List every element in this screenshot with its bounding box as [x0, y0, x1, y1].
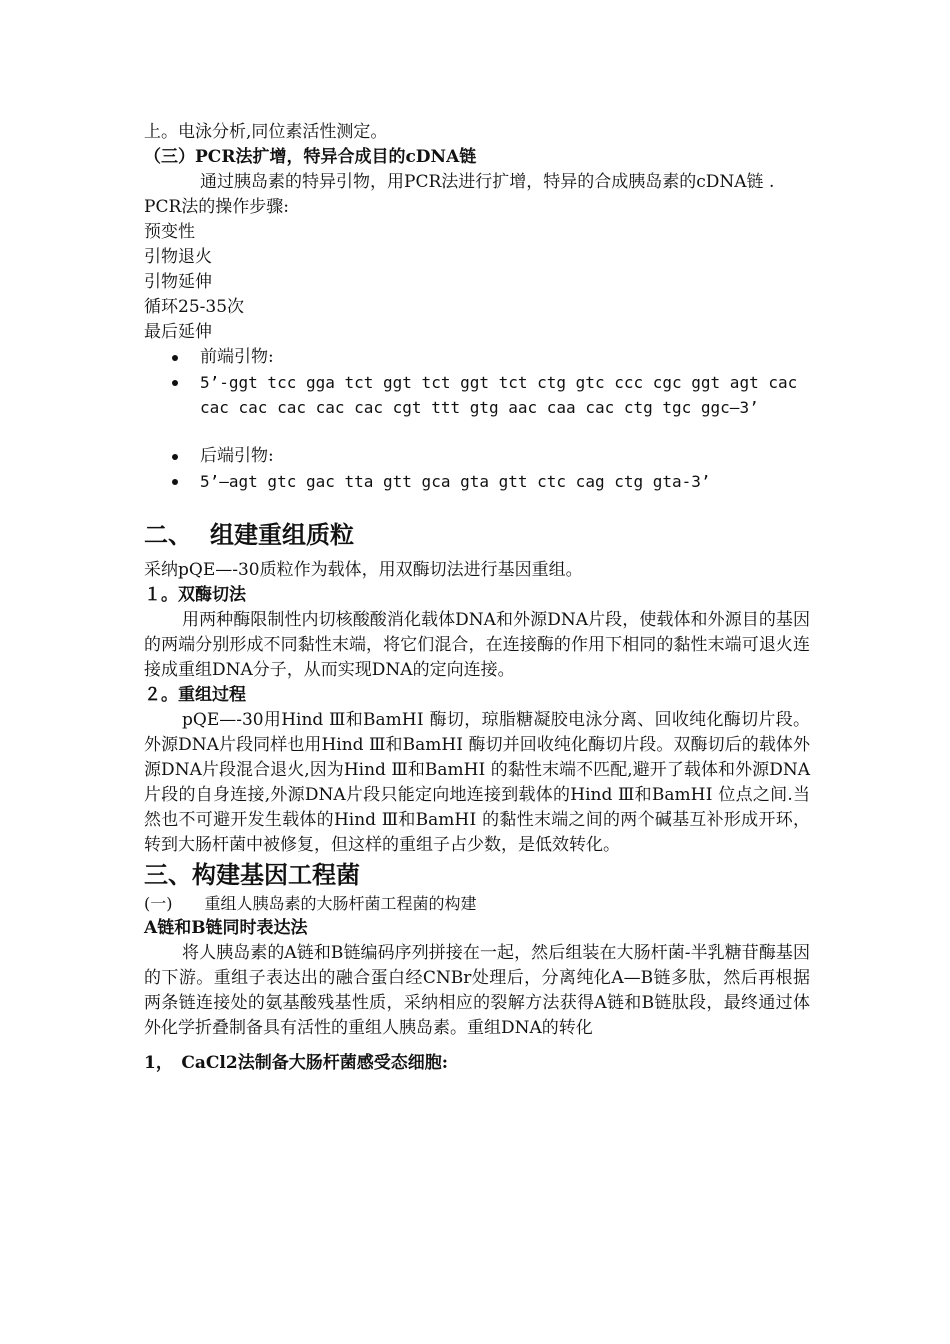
- subsection-title: １。双酶切法: [144, 585, 246, 605]
- list-item: [144, 469, 810, 494]
- intro-line: 上。电泳分析,同位素活性测定。: [144, 122, 388, 142]
- pcr-description: 通过胰岛素的特异引物，用PCR法进行扩增，特异的合成胰岛素的cDNA链 .: [200, 172, 775, 192]
- section2-intro: 采纳pQE—-30质粒作为载体，用双酶切法进行基因重组。: [144, 560, 583, 580]
- front-primer-label: 前端引物:: [200, 347, 274, 367]
- pcr-step: 预变性: [144, 222, 195, 242]
- double-digest-paragraph: 用两种酶限制性内切核酸酸消化载体DNA和外源DNA片段，使载体和外源目的基因的两端分别形成不同黏性末端，将它们混合，在连接酶的作用下相同的黏性末端可退火连接成重组DNA分子，从而实现DNA的定向连接。: [144, 610, 810, 680]
- step1-heading: 1， CaCl2法制备大肠杆菌感受态细胞:: [144, 1053, 448, 1073]
- front-primer-seq-line2: cac cac cac cac cac cgt ttt gtg aac caa cac ctg tgc ggc—3’: [200, 398, 759, 417]
- pcr-step: 最后延伸: [144, 322, 212, 342]
- pcr-steps-title: PCR法的操作步骤:: [144, 197, 289, 217]
- list-item: [144, 370, 810, 420]
- list-item: [144, 345, 810, 370]
- pcr-step: 循环25-35次: [144, 297, 245, 317]
- pcr-step: 引物退火: [144, 247, 212, 267]
- pcr-heading: （三）PCR法扩增，特异合成目的cDNA链: [144, 147, 477, 167]
- bullet-icon: [172, 380, 178, 386]
- section2-number: 二、: [144, 520, 192, 549]
- recombination-paragraph: pQE—-30用Hind Ⅲ和BamHⅠ 酶切，琼脂糖凝胶电泳分离、回收纯化酶切片段。外源DNA片段同样也用Hind Ⅲ和BamHⅠ 酶切并回收纯化酶切片段。双酶切后的载体外源DNA片段混合退火,因为Hind Ⅲ和BamHⅠ 的黏性末端不匹配,避开了载体和外源DNA片段的自身连接,外源DNA片段只能定向地连接到载体的Hind Ⅲ和BamHⅠ 位点之间.当然也不可避开发生载体的Hind Ⅲ和BamHⅠ 的黏性末端之间的两个碱基互补形成开环，转到大肠杆菌中被修复，但这样的重组子占少数，是低效转化。: [144, 710, 810, 855]
- pcr-step: 引物延伸: [144, 272, 212, 292]
- bullet-icon: [172, 454, 178, 460]
- back-primer-label: 后端引物:: [200, 446, 274, 466]
- bullet-icon: [172, 355, 178, 361]
- front-primer-list: [144, 345, 810, 420]
- back-primer-list: [144, 444, 810, 494]
- bullet-icon: [172, 479, 178, 485]
- section2-heading: [144, 518, 810, 552]
- section3-subheading: (一) 重组人胰岛素的大肠杆菌工程菌的构建: [144, 894, 477, 913]
- subsection-title: ２。重组过程: [144, 685, 246, 705]
- document-body: [144, 120, 810, 1076]
- list-item: [144, 444, 810, 469]
- method-paragraph: 将人胰岛素的A链和B链编码序列拼接在一起，然后组装在大肠杆菌-半乳糖苷酶基因的下游。重组子表达出的融合蛋白经CNBr处理后，分离纯化A—B链多肽，然后再根据两条链连接处的氨基酸残基性质，采纳相应的裂解方法获得A链和B链肽段，最终通过体外化学折叠制备具有活性的重组人胰岛素。重组DNA的转化: [144, 943, 810, 1038]
- front-primer-seq-line1: 5’-ggt tcc gga tct ggt tct ggt tct ctg gtc ccc cgc ggt agt cac: [200, 373, 798, 392]
- section3-heading: 三、构建基因工程菌: [144, 860, 360, 889]
- method-title: A链和B链同时表达法: [144, 918, 308, 938]
- section2-title: 组建重组质粒: [210, 520, 354, 549]
- back-primer-seq: 5’—agt gtc gac tta gtt gca gta gtt ctc cag ctg gta-3’: [200, 472, 711, 491]
